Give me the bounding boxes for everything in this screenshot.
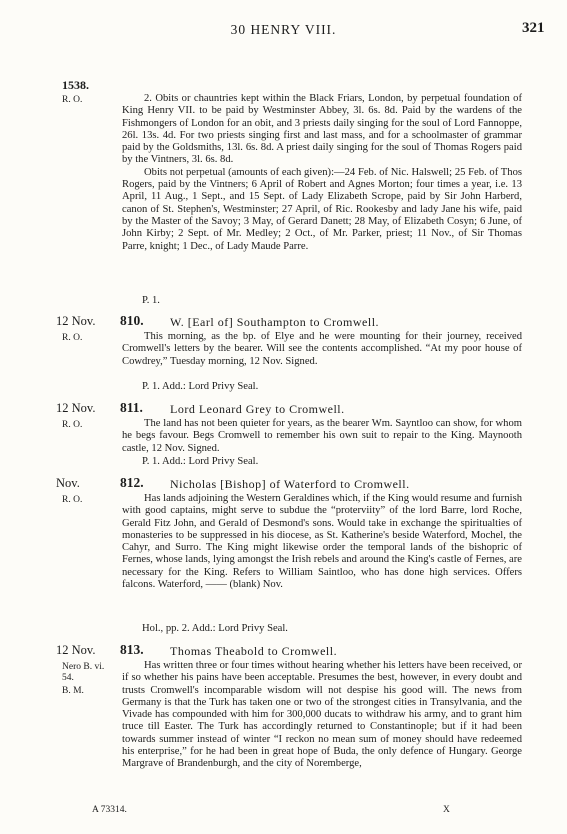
entry-body — [122, 418, 522, 455]
entry-paragraph: 2. Obits or chauntries kept within the Black Friars, London, by perpetual foundation of King Henry VII. to be paid by Westminster Abbey, 3l. 6s. 8d. Paid by the wardens of the Fishmongers of London for an obit, and 3 priests daily singing for the soul of Lord Fannoppe, 26l. 13s. 4d. For two priests singing first and last mass, and for a schoolmaster of grammar paid by the Goldsmiths, 13l. 6s. 8d. A priest daily singing for the soul of Thomas Rogers paid by the Vintners, 3l. 6s. 8d. — [122, 93, 522, 166]
page-number: 321 — [522, 20, 545, 36]
running-header: 30 HENRY VIII. — [230, 22, 337, 37]
entry-body — [122, 493, 522, 591]
margin-reference: R. O. — [62, 95, 83, 105]
entry-paragraph: Has written three or four times without hearing whether his letters have been received, or if so whether his pains have been acceptable. Presumes the best, however, in every doubt and trusts Cromwell's incomparable wisdom will not despise his good will. The news from Germany is that the Turk has taken one or two of the strongest cities in Transylvania, and the Vivade has compounded with him for 300,000 ducats to withdraw his army, and to grant him truce till Easter. The Turk has accordingly returned to Constantinople; but if it had been towards summer instead of winter “I reckon no mean sum of money should have redeemed his enterprise,” for he had been in great hope of Buda, the only defence of Hungary. George Margrave of Brandenburgh, and the city of Noremberge, — [122, 660, 523, 770]
entry-date: 12 Nov. — [56, 401, 96, 415]
entry-paragraph: This morning, as the bp. of Elye and he were mounting for their journey, received Cromwell's letters by the bearer. Will see the contents accomplished. “At my poor house of Cowdrey,” Tuesday morning, 12 Nov. Signed. — [122, 331, 522, 367]
entry-paragraph: Obits not perpetual (amounts of each given):—24 Feb. of Nic. Halswell; 25 Feb. of Thos Rogers, paid by the Vintners; 6 April of Robert and Agnes Morton; four times a year, i.e. 13 April, 11 Aug., 1 Sept., and 15 Sept. of Lady Elizabeth Scrope, paid by Sir John Harberd, canon of St. Stephen's, Westminster; 27 April, of Ric. Rookesby and lady Jane his wife, paid by the Master of the Savoy; 3 May, of Gerard Danett; 28 May, of Elizabeth Cosyn; 6 June, of John Kirby; 2 Sept. of Mr. Medley; 2 Oct., of Mr. Parker, priest; 11 Nov., of Sir Thomas Parre, knight; 1 Dec., of Lady Maude Parre. — [122, 166, 522, 252]
entry-number: 813. — [120, 642, 144, 657]
margin-reference: R. O. — [62, 420, 83, 430]
footer-mark: X — [443, 805, 450, 815]
entry-annotation: Hol., pp. 2. Add.: Lord Privy Seal. — [142, 623, 288, 634]
entry-body — [122, 660, 522, 771]
entry-heading: Lord Leonard Grey to Cromwell. — [170, 402, 345, 416]
entry-heading: Thomas Theabold to Cromwell. — [170, 644, 338, 658]
margin-reference: Nero B. vi. 54. — [62, 662, 105, 683]
margin-reference-secondary: B. M. — [62, 686, 84, 696]
entry-number: 810. — [120, 313, 144, 328]
entry-annotation: P. 1. Add.: Lord Privy Seal. — [142, 381, 259, 392]
entry-paragraph: The land has not been quieter for years, as the bearer Wm. Sayntloo can show, for whom he begs favour. Begs Cromwell to remember his own suit to repair to the King. Maynooth castle, 12 Nov. Signed. — [122, 418, 522, 454]
entry-number: 812. — [120, 475, 144, 490]
entry-date: 12 Nov. — [56, 643, 96, 657]
entry-annotation: P. 1. — [142, 295, 160, 306]
entry-date: Nov. — [56, 476, 80, 490]
entry-heading: Nicholas [Bishop] of Waterford to Cromwell. — [170, 477, 410, 491]
entry-body — [122, 93, 522, 253]
footer-signature: A 73314. — [92, 805, 127, 815]
year-marker: 1538. — [62, 78, 89, 92]
entry-body — [122, 331, 522, 368]
margin-reference: R. O. — [62, 333, 83, 343]
entry-annotation: P. 1. Add.: Lord Privy Seal. — [142, 456, 259, 467]
entry-heading: W. [Earl of] Southampton to Cromwell. — [170, 315, 380, 329]
entry-number: 811. — [120, 400, 143, 415]
entry-date: 12 Nov. — [56, 314, 96, 328]
margin-reference: R. O. — [62, 495, 83, 505]
entry-paragraph: Has lands adjoining the Western Geraldines which, if the King would resume and furnish with good captains, might serve to subdue the “proterviity” of the lord Barre, lord Roche, Gerald Fitz John, and Gerald of Desmond's sons. Would take in exchange the spiritualties of monasteries to be suppressed in his diocese, as St. Katherine's beside Waterford, Mochel, the Cahyr, and Surro. The King might likewise order the temporal lands of the bishopric of Fernes, whose lands, lying amongst the Irish rebels and around the King's castle of Fernes, are necessary for the King. Refers to William Saintloo, who has done high services. Offers falcons. Waterford, —— (blank) Nov. — [122, 493, 522, 591]
